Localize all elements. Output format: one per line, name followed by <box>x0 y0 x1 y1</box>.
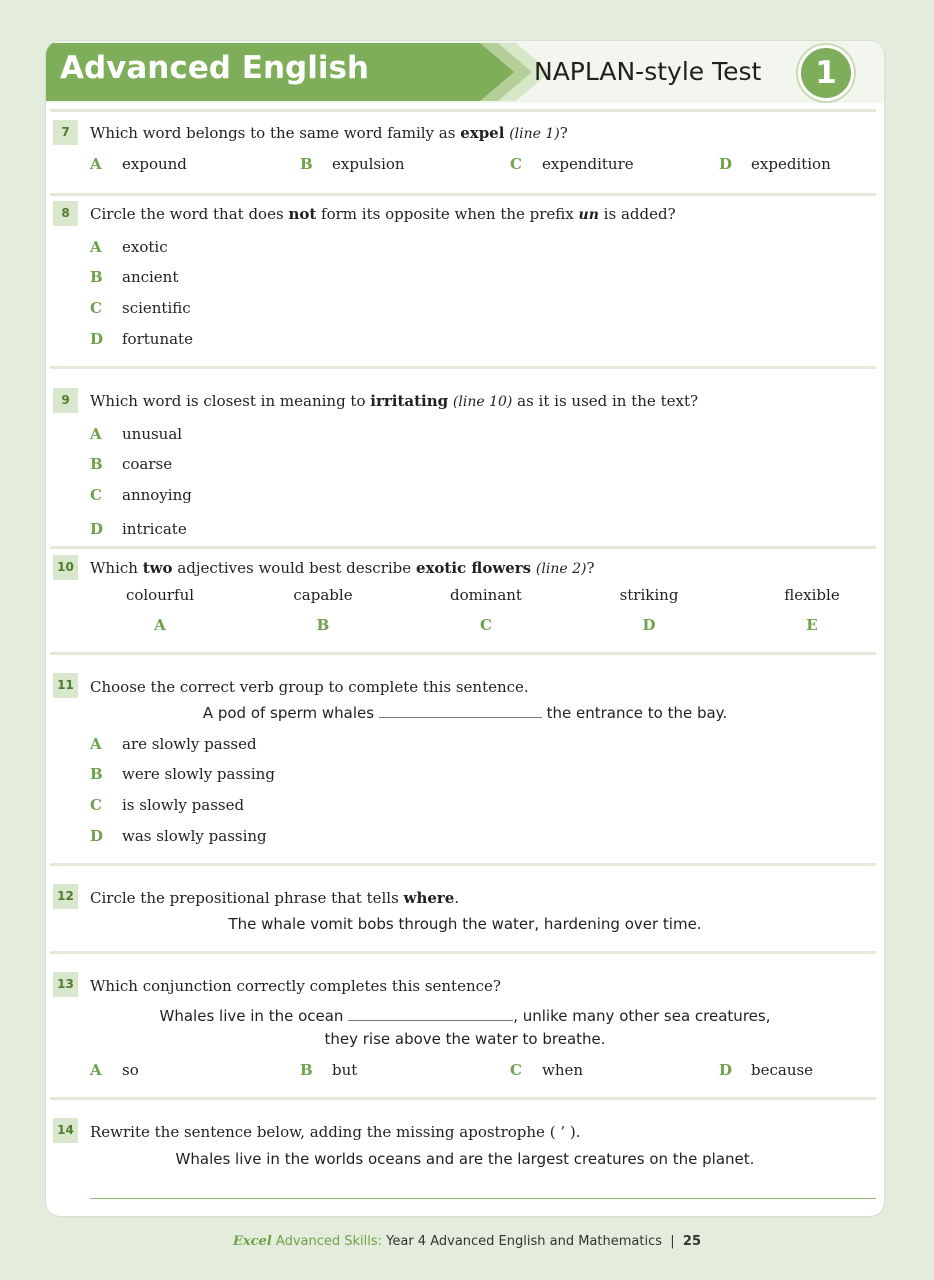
option-a[interactable]: A expound <box>90 155 187 173</box>
question-8-text: Circle the word that does not form its opposite when the prefix un is added? <box>90 205 676 223</box>
answer-blank[interactable] <box>379 703 542 718</box>
question-number: 8 <box>53 201 78 226</box>
option-d[interactable]: D intricate <box>90 520 187 538</box>
option-a[interactable]: A unusual <box>90 425 183 443</box>
option-b[interactable]: B expulsion <box>300 155 405 173</box>
divider <box>50 863 876 866</box>
question-number: 12 <box>53 884 78 909</box>
option-a[interactable]: A are slowly passed <box>90 735 257 753</box>
page-footer <box>0 1234 934 1249</box>
page-number: 25 <box>682 1234 702 1249</box>
divider <box>50 652 876 655</box>
option-c[interactable]: C <box>480 616 492 634</box>
option-a[interactable]: A <box>154 616 166 634</box>
question-number: 13 <box>53 972 78 997</box>
option-d[interactable]: D was slowly passing <box>90 827 267 845</box>
option-c[interactable]: C expenditure <box>510 155 634 173</box>
stimulus-sentence[interactable]: The whale vomit bobs through the water, hardening over time. <box>228 915 702 933</box>
footer-separator: | <box>662 1234 683 1249</box>
book-title: Year 4 Advanced English and Mathematics <box>382 1234 662 1249</box>
question-13-text: Which conjunction correctly completes this sentence? <box>90 977 501 995</box>
answer-line[interactable] <box>90 1198 876 1199</box>
page-header <box>46 41 884 103</box>
question-12-text: Circle the prepositional phrase that tells where. <box>90 889 460 907</box>
option-b[interactable]: B were slowly passing <box>90 765 275 783</box>
test-number-badge: 1 <box>798 45 854 101</box>
option-d-word: striking <box>619 586 679 604</box>
question-number: 11 <box>53 673 78 698</box>
option-a[interactable]: A so <box>90 1061 139 1079</box>
question-10-text: Which two adjectives would best describe exotic flowers (line 2)? <box>90 559 595 577</box>
option-b[interactable]: B ancient <box>90 268 179 286</box>
option-a-word: colourful <box>125 586 195 604</box>
brand-series: Advanced Skills: <box>271 1234 383 1249</box>
option-d[interactable]: D <box>642 616 656 634</box>
option-d[interactable]: D because <box>719 1061 814 1079</box>
divider <box>50 951 876 954</box>
section-title: Advanced English <box>60 50 369 86</box>
option-d[interactable]: D expedition <box>719 155 831 173</box>
option-c[interactable]: C annoying <box>90 486 192 504</box>
option-c[interactable]: C is slowly passed <box>90 796 245 814</box>
question-14-text: Rewrite the sentence below, adding the missing apostrophe ( ’ ). <box>90 1123 581 1141</box>
divider <box>50 109 876 112</box>
test-label: NAPLAN-style Test <box>534 57 762 86</box>
option-e-word: flexible <box>784 586 840 604</box>
stimulus-sentence: Whales live in the worlds oceans and are the largest creatures on the planet. <box>175 1150 755 1168</box>
option-c[interactable]: C scientific <box>90 299 191 317</box>
stimulus-sentence: Whales live in the ocean , unlike many other sea creatures, <box>159 1007 771 1025</box>
option-c-word: dominant <box>450 586 522 604</box>
worksheet-page <box>46 41 884 1216</box>
stimulus-sentence-line-2: they rise above the water to breathe. <box>324 1030 606 1048</box>
question-9-text: Which word is closest in meaning to irritating (line 10) as it is used in the text? <box>90 392 699 410</box>
answer-blank[interactable] <box>348 1006 513 1021</box>
question-11-text: Choose the correct verb group to complete this sentence. <box>90 678 529 696</box>
option-b-word: capable <box>293 586 353 604</box>
stimulus-sentence: A pod of sperm whales the entrance to the bay. <box>202 704 728 722</box>
option-b[interactable]: B coarse <box>90 455 173 473</box>
option-c[interactable]: C when <box>510 1061 584 1079</box>
divider <box>50 193 876 196</box>
question-number: 14 <box>53 1118 78 1143</box>
question-number: 10 <box>53 555 78 580</box>
option-e[interactable]: E <box>806 616 818 634</box>
question-number: 7 <box>53 120 78 145</box>
option-a[interactable]: A exotic <box>90 238 168 256</box>
question-7-text: Which word belongs to the same word family as expel (line 1)? <box>90 124 568 142</box>
divider <box>50 1097 876 1100</box>
option-b[interactable]: B <box>316 616 330 634</box>
question-number: 9 <box>53 388 78 413</box>
brand-name: Excel <box>232 1234 272 1249</box>
option-d[interactable]: D fortunate <box>90 330 193 348</box>
divider <box>50 366 876 369</box>
option-b[interactable]: B but <box>300 1061 358 1079</box>
divider <box>50 546 876 549</box>
